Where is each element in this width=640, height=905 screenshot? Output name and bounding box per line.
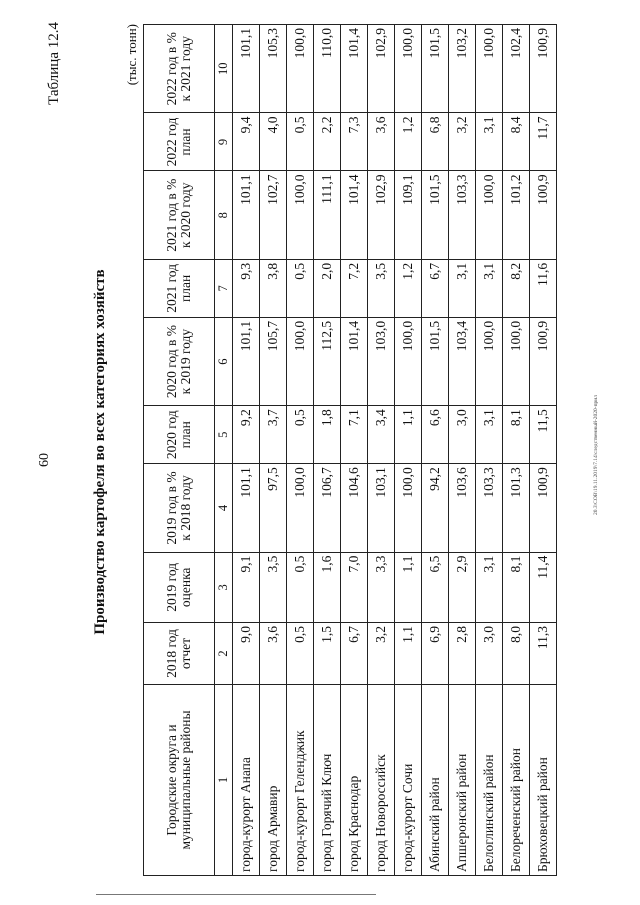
value-cell: 1,8 [314, 406, 341, 464]
value-cell: 0,5 [287, 113, 314, 171]
value-cell: 1,1 [395, 623, 422, 685]
value-cell: 3,7 [260, 406, 287, 464]
value-cell: 100,0 [395, 464, 422, 552]
value-cell: 7,0 [341, 552, 368, 622]
table-row [422, 25, 449, 876]
value-cell: 100,9 [530, 317, 557, 405]
column-number-row [215, 25, 233, 876]
value-cell: 101,5 [422, 317, 449, 405]
value-cell: 100,0 [476, 25, 503, 113]
value-cell: 8,0 [503, 623, 530, 685]
column-header: 2021 год в % к 2020 году [144, 171, 215, 259]
value-cell: 106,7 [314, 464, 341, 552]
table-row [260, 25, 287, 876]
table-row [287, 25, 314, 876]
value-cell: 3,5 [260, 552, 287, 622]
value-cell: 6,5 [422, 552, 449, 622]
value-cell: 3,2 [449, 113, 476, 171]
value-cell: 97,5 [260, 464, 287, 552]
table-row [341, 25, 368, 876]
district-name-cell: город Новороссийск [368, 685, 395, 876]
value-cell: 9,1 [233, 552, 260, 622]
value-cell: 100,9 [530, 464, 557, 552]
value-cell: 105,7 [260, 317, 287, 405]
column-number: 2 [215, 623, 233, 685]
value-cell: 1,1 [395, 406, 422, 464]
district-name-cell: Апшеронский район [449, 685, 476, 876]
production-table [143, 24, 557, 876]
value-cell: 1,5 [314, 623, 341, 685]
value-cell: 101,5 [422, 171, 449, 259]
district-name-cell: Белоглинский район [476, 685, 503, 876]
column-header: 2018 год отчет [144, 623, 215, 685]
column-number: 7 [215, 259, 233, 317]
column-header: 2021 год план [144, 259, 215, 317]
value-cell: 103,0 [368, 317, 395, 405]
value-cell: 100,0 [476, 171, 503, 259]
value-cell: 0,5 [287, 623, 314, 685]
value-cell: 11,5 [530, 406, 557, 464]
value-cell: 3,5 [368, 259, 395, 317]
value-cell: 101,3 [503, 464, 530, 552]
scan-edge-line [96, 894, 376, 895]
column-header: 2020 год в % к 2019 году [144, 317, 215, 405]
value-cell: 3,0 [476, 623, 503, 685]
value-cell: 94,2 [422, 464, 449, 552]
district-name-cell: Белореченский район [503, 685, 530, 876]
value-cell: 2,2 [314, 113, 341, 171]
value-cell: 3,3 [368, 552, 395, 622]
value-cell: 2,9 [449, 552, 476, 622]
column-number: 6 [215, 317, 233, 405]
column-header: Городские округа и муниципальные районы [144, 685, 215, 876]
column-number: 4 [215, 464, 233, 552]
value-cell: 101,1 [233, 464, 260, 552]
column-header: 2019 год оценка [144, 552, 215, 622]
value-cell: 3,1 [476, 113, 503, 171]
document-title: Производство картофеля во всех категориях хозяйств [92, 269, 108, 635]
value-cell: 6,7 [341, 623, 368, 685]
table-body [233, 25, 557, 876]
value-cell: 103,1 [368, 464, 395, 552]
value-cell: 3,0 [449, 406, 476, 464]
value-cell: 100,0 [395, 25, 422, 113]
value-cell: 105,3 [260, 25, 287, 113]
value-cell: 111,1 [314, 171, 341, 259]
value-cell: 103,3 [476, 464, 503, 552]
district-name-cell: город-курорт Анапа [233, 685, 260, 876]
value-cell: 9,3 [233, 259, 260, 317]
header-row [144, 25, 215, 876]
value-cell: 101,4 [341, 171, 368, 259]
value-cell: 7,1 [341, 406, 368, 464]
column-header: 2020 год план [144, 406, 215, 464]
value-cell: 100,9 [530, 25, 557, 113]
value-cell: 8,4 [503, 113, 530, 171]
value-cell: 102,9 [368, 25, 395, 113]
value-cell: 101,1 [233, 25, 260, 113]
value-cell: 1,2 [395, 113, 422, 171]
value-cell: 103,6 [449, 464, 476, 552]
value-cell: 101,4 [341, 25, 368, 113]
unit-label: (тыс. тонн) [124, 24, 139, 86]
value-cell: 1,6 [314, 552, 341, 622]
value-cell: 102,7 [260, 171, 287, 259]
value-cell: 8,1 [503, 552, 530, 622]
column-header: 2022 год план [144, 113, 215, 171]
table-label: Таблица 12.4 [46, 22, 62, 105]
table-row [395, 25, 422, 876]
district-name-cell: Брюховецкий район [530, 685, 557, 876]
value-cell: 3,1 [449, 259, 476, 317]
page-number: 60 [37, 453, 52, 467]
value-cell: 0,5 [287, 552, 314, 622]
value-cell: 101,5 [422, 25, 449, 113]
district-name-cell: город Краснодар [341, 685, 368, 876]
value-cell: 2,8 [449, 623, 476, 685]
column-number: 9 [215, 113, 233, 171]
value-cell: 112,5 [314, 317, 341, 405]
value-cell: 9,4 [233, 113, 260, 171]
value-cell: 1,1 [395, 552, 422, 622]
value-cell: 100,0 [395, 317, 422, 405]
value-cell: 102,4 [503, 25, 530, 113]
value-cell: 102,9 [368, 171, 395, 259]
column-header: 2022 год в % к 2021 году [144, 25, 215, 113]
value-cell: 100,0 [287, 464, 314, 552]
value-cell: 110,0 [314, 25, 341, 113]
district-name-cell: город Горячий Ключ [314, 685, 341, 876]
district-name-cell: город Армавир [260, 685, 287, 876]
footer-text: 20.3\СОВ\19.11.2019\7.14\следственный-2020-прил [593, 395, 599, 515]
value-cell: 11,4 [530, 552, 557, 622]
value-cell: 100,0 [503, 317, 530, 405]
table-row [449, 25, 476, 876]
value-cell: 0,5 [287, 259, 314, 317]
column-header: 2019 год в % к 2018 году [144, 464, 215, 552]
value-cell: 3,1 [476, 406, 503, 464]
table-row [530, 25, 557, 876]
value-cell: 2,0 [314, 259, 341, 317]
column-number: 10 [215, 25, 233, 113]
value-cell: 11,6 [530, 259, 557, 317]
value-cell: 100,0 [287, 25, 314, 113]
value-cell: 100,9 [530, 171, 557, 259]
value-cell: 3,4 [368, 406, 395, 464]
table-row [503, 25, 530, 876]
value-cell: 109,1 [395, 171, 422, 259]
table-row [233, 25, 260, 876]
value-cell: 101,4 [341, 317, 368, 405]
value-cell: 104,6 [341, 464, 368, 552]
value-cell: 9,0 [233, 623, 260, 685]
value-cell: 1,2 [395, 259, 422, 317]
value-cell: 101,1 [233, 171, 260, 259]
value-cell: 3,6 [260, 623, 287, 685]
value-cell: 101,1 [233, 317, 260, 405]
value-cell: 103,2 [449, 25, 476, 113]
value-cell: 100,0 [476, 317, 503, 405]
value-cell: 9,2 [233, 406, 260, 464]
value-cell: 8,1 [503, 406, 530, 464]
district-name-cell: город-курорт Сочи [395, 685, 422, 876]
rotated-page-content [40, 12, 600, 892]
value-cell: 6,9 [422, 623, 449, 685]
table-row [314, 25, 341, 876]
column-number: 1 [215, 685, 233, 876]
table-row [476, 25, 503, 876]
district-name-cell: город-курорт Геленджик [287, 685, 314, 876]
value-cell: 11,3 [530, 623, 557, 685]
value-cell: 3,2 [368, 623, 395, 685]
value-cell: 6,7 [422, 259, 449, 317]
value-cell: 3,1 [476, 259, 503, 317]
value-cell: 6,6 [422, 406, 449, 464]
table-row [368, 25, 395, 876]
value-cell: 7,2 [341, 259, 368, 317]
value-cell: 3,6 [368, 113, 395, 171]
value-cell: 3,8 [260, 259, 287, 317]
value-cell: 100,0 [287, 171, 314, 259]
column-number: 5 [215, 406, 233, 464]
value-cell: 100,0 [287, 317, 314, 405]
value-cell: 7,3 [341, 113, 368, 171]
value-cell: 0,5 [287, 406, 314, 464]
column-number: 3 [215, 552, 233, 622]
value-cell: 4,0 [260, 113, 287, 171]
value-cell: 101,2 [503, 171, 530, 259]
value-cell: 6,8 [422, 113, 449, 171]
value-cell: 103,3 [449, 171, 476, 259]
value-cell: 11,7 [530, 113, 557, 171]
column-number: 8 [215, 171, 233, 259]
value-cell: 8,2 [503, 259, 530, 317]
value-cell: 3,1 [476, 552, 503, 622]
value-cell: 103,4 [449, 317, 476, 405]
district-name-cell: Абинский район [422, 685, 449, 876]
